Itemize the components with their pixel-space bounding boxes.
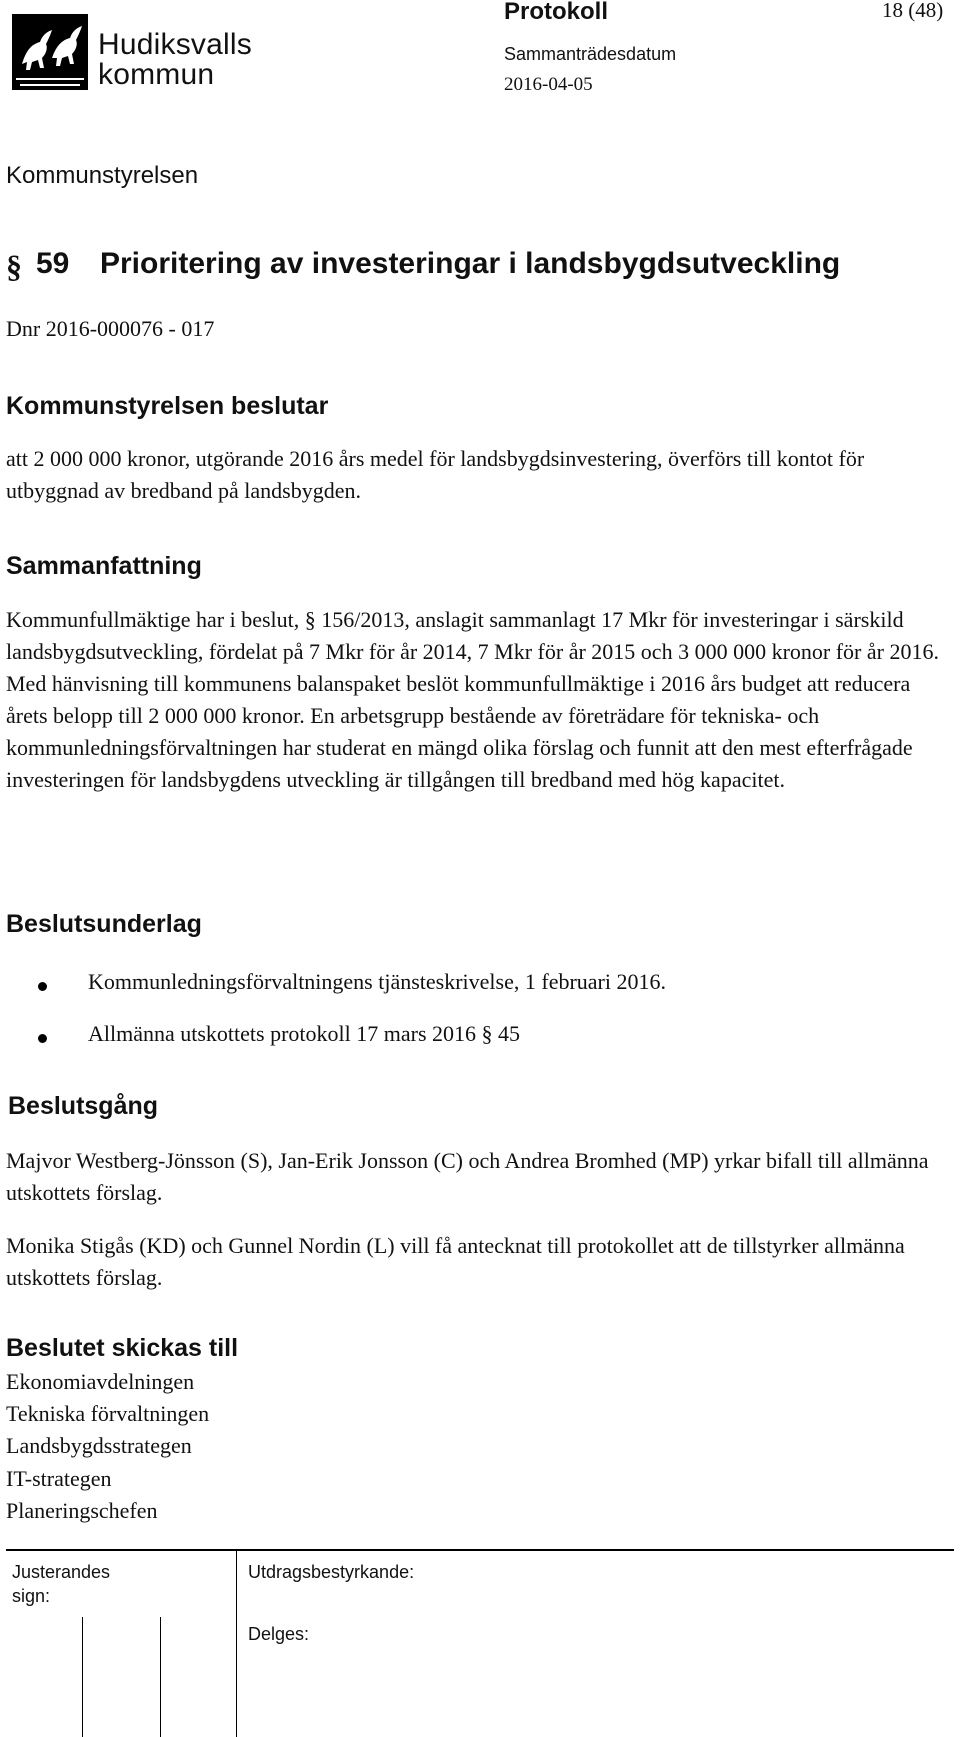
adjusters-label-line2: sign: [12, 1586, 51, 1606]
recipient-item: Landsbygdsstrategen [6, 1433, 192, 1458]
send-to-heading: Beslutet skickas till [6, 1334, 239, 1362]
adjusters-label-line1: Justerandes [12, 1562, 111, 1582]
basis-item: Kommunledningsförvaltningens tjänsteskrivelse, 1 februari 2016. [88, 969, 666, 994]
decision-text: att 2 000 000 kronor, utgörande 2016 års medel för landsbygdsinvestering, överförs till kontot för utbyggnad av bredband på landsbygden. [6, 446, 865, 503]
meeting-date-label: Sammanträdesdatum [504, 44, 677, 64]
meeting-date-value: 2016-04-05 [504, 74, 593, 95]
document-type: Protokoll [504, 0, 609, 25]
adjusters-signature-label [12, 1560, 110, 1608]
goat-emblem-icon [12, 14, 88, 90]
item-number: 59 [36, 247, 70, 280]
footer-divider [6, 1549, 954, 1551]
basis-item: Allmänna utskottets protokoll 17 mars 2016 § 45 [88, 1021, 521, 1046]
basis-heading: Beslutsunderlag [6, 910, 202, 938]
logo-name-line2: kommun [98, 58, 215, 91]
page-number: 18 (48) [882, 0, 944, 22]
summary-text: Kommunfullmäktige har i beslut, § 156/2013, anslagit sammanlagt 17 Mkr för investeringar i särskild landsbygdsutveckling, fördelat på 7 Mkr för år 2014, 7 Mkr för år 2015 och 3 000 000 kronor för år 2016. Med hänvisning till kommunens balanspaket beslöt kommunfullmäktige i 2016 års budget att reducera årets belopp till 2 000 000 kronor. En arbetsgrupp bestående av företrädare för tekniska- och kommunledningsförvaltningen har studerat en mängd olika förslag och funnit att den mest efterfrågade investeringen för landsbygdens utveckling är tillgången till bredband med hög kapacitet. [6, 607, 939, 792]
summary-heading: Sammanfattning [6, 552, 202, 580]
section-sign: § [6, 248, 22, 284]
signature-box-divider [82, 1617, 83, 1737]
process-paragraph: Monika Stigås (KD) och Gunnel Nordin (L) vill få antecknat till protokollet att de tillstyrker allmänna utskottets förslag. [6, 1233, 905, 1290]
bullet-icon [38, 982, 47, 991]
logo-name-line1: Hudiksvalls [98, 28, 252, 61]
recipient-item: Planeringschefen [6, 1498, 158, 1523]
footer-column-divider [236, 1551, 237, 1737]
process-paragraph: Majvor Westberg-Jönsson (S), Jan-Erik Jonsson (C) och Andrea Bromhed (MP) yrkar bifall till allmänna utskottets förslag. [6, 1148, 929, 1205]
bullet-icon [38, 1034, 47, 1043]
recipient-item: Ekonomiavdelningen [6, 1369, 195, 1394]
recipient-item: Tekniska förvaltningen [6, 1401, 210, 1426]
case-number: Dnr 2016-000076 - 017 [6, 316, 215, 341]
decision-heading: Kommunstyrelsen beslutar [6, 392, 329, 420]
item-title: Prioritering av investeringar i landsbygdsutveckling [100, 247, 841, 280]
signature-box-divider [160, 1617, 161, 1737]
delivered-label: Delges: [248, 1624, 310, 1644]
excerpt-certification-label: Utdragsbestyrkande: [248, 1562, 415, 1582]
recipient-item: IT-strategen [6, 1466, 112, 1491]
process-heading: Beslutsgång [8, 1092, 159, 1120]
department-name: Kommunstyrelsen [6, 162, 199, 189]
